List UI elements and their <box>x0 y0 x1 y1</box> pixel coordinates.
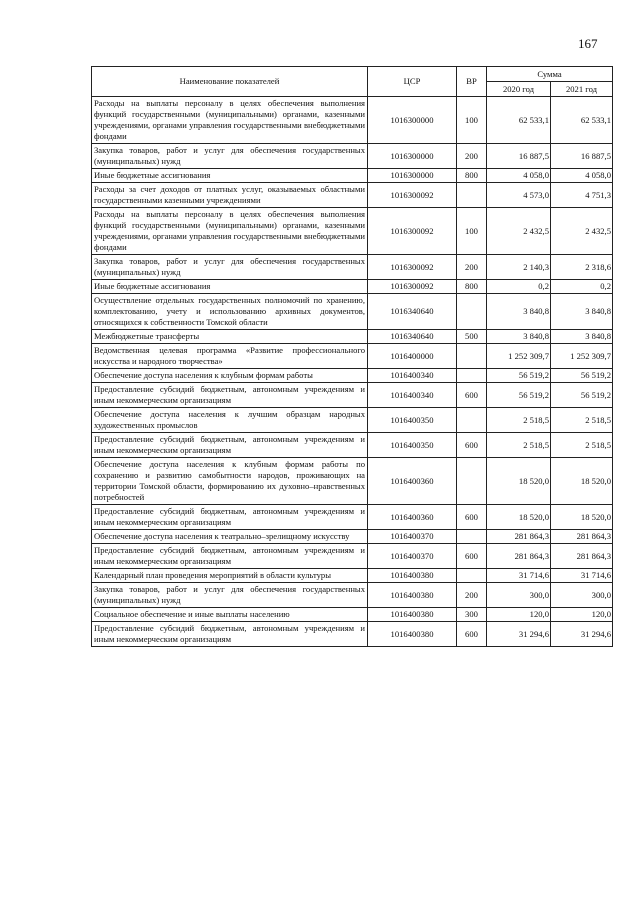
row-name: Обеспечение доступа населения к клубным формам работы <box>92 369 368 383</box>
row-csr: 1016300092 <box>368 208 457 255</box>
row-2020: 4 573,0 <box>487 183 551 208</box>
row-2020: 56 519,2 <box>487 383 551 408</box>
row-2020: 2 518,5 <box>487 433 551 458</box>
row-vr: 100 <box>457 208 487 255</box>
row-2020: 18 520,0 <box>487 458 551 505</box>
row-csr: 1016300000 <box>368 97 457 144</box>
row-csr: 1016400360 <box>368 458 457 505</box>
row-vr: 600 <box>457 622 487 647</box>
row-vr: 200 <box>457 255 487 280</box>
row-name: Предоставление субсидий бюджетным, автономным учреждениям и иным некоммерческим организациям <box>92 622 368 647</box>
row-2020: 62 533,1 <box>487 97 551 144</box>
row-csr: 1016300092 <box>368 183 457 208</box>
page-number: 167 <box>578 36 598 51</box>
row-vr: 800 <box>457 280 487 294</box>
row-vr: 200 <box>457 144 487 169</box>
row-csr: 1016300092 <box>368 280 457 294</box>
header-vr: ВР <box>457 67 487 97</box>
row-name: Межбюджетные трансферты <box>92 330 368 344</box>
row-2021: 2 518,5 <box>551 433 613 458</box>
row-name: Предоставление субсидий бюджетным, автономным учреждениям и иным некоммерческим организациям <box>92 544 368 569</box>
row-vr: 600 <box>457 383 487 408</box>
row-csr: 1016400370 <box>368 530 457 544</box>
row-name: Предоставление субсидий бюджетным, автономным учреждениям и иным некоммерческим организациям <box>92 505 368 530</box>
row-2020: 4 058,0 <box>487 169 551 183</box>
table-row <box>92 544 613 569</box>
table-row <box>92 583 613 608</box>
row-name: Обеспечение доступа населения к театрально–зрелищному искусству <box>92 530 368 544</box>
row-csr: 1016300000 <box>368 169 457 183</box>
row-name: Предоставление субсидий бюджетным, автономным учреждениям и иным некоммерческим организациям <box>92 383 368 408</box>
row-2020: 18 520,0 <box>487 505 551 530</box>
row-vr: 200 <box>457 583 487 608</box>
row-name: Закупка товаров, работ и услуг для обеспечения государственных (муниципальных) нужд <box>92 583 368 608</box>
row-csr: 1016400370 <box>368 544 457 569</box>
row-vr <box>457 458 487 505</box>
table-row <box>92 458 613 505</box>
row-name: Расходы на выплаты персоналу в целях обеспечения выполнения функций государственными (муниципальными) органами, казенными учреждениями, органами управления государственными внебюджетными фондами <box>92 97 368 144</box>
row-2020: 281 864,3 <box>487 530 551 544</box>
row-name: Календарный план проведения мероприятий в области культуры <box>92 569 368 583</box>
row-2021: 18 520,0 <box>551 458 613 505</box>
row-name: Обеспечение доступа населения к клубным формам работы по сохранению и развитию самобытности народов, проживающих на территории Томской области, формированию их духовно–нравственных потребностей <box>92 458 368 505</box>
row-2021: 3 840,8 <box>551 294 613 330</box>
row-name: Расходы на выплаты персоналу в целях обеспечения выполнения функций государственными (муниципальными) органами, казенными учреждениями, органами управления государственными внебюджетными фондами <box>92 208 368 255</box>
row-vr: 600 <box>457 544 487 569</box>
table-row <box>92 383 613 408</box>
row-2021: 4 751,3 <box>551 183 613 208</box>
row-name: Осуществление отдельных государственных полномочий по хранению, комплектованию, учету и использованию архивных документов, относящихся к собственности Томской области <box>92 294 368 330</box>
row-name: Иные бюджетные ассигнования <box>92 169 368 183</box>
row-csr: 1016300092 <box>368 255 457 280</box>
row-2021: 120,0 <box>551 608 613 622</box>
row-csr: 1016400380 <box>368 583 457 608</box>
row-2020: 16 887,5 <box>487 144 551 169</box>
row-csr: 1016400380 <box>368 608 457 622</box>
row-2021: 2 518,5 <box>551 408 613 433</box>
table-body <box>92 97 613 647</box>
table-row <box>92 433 613 458</box>
row-2021: 16 887,5 <box>551 144 613 169</box>
row-2020: 56 519,2 <box>487 369 551 383</box>
table-row <box>92 622 613 647</box>
table-row <box>92 144 613 169</box>
row-2020: 31 714,6 <box>487 569 551 583</box>
row-2021: 18 520,0 <box>551 505 613 530</box>
row-2020: 120,0 <box>487 608 551 622</box>
row-2020: 2 432,5 <box>487 208 551 255</box>
row-2020: 1 252 309,7 <box>487 344 551 369</box>
table-row <box>92 608 613 622</box>
row-vr <box>457 369 487 383</box>
table-row <box>92 97 613 144</box>
row-2021: 3 840,8 <box>551 330 613 344</box>
table-row <box>92 408 613 433</box>
row-vr <box>457 294 487 330</box>
row-2021: 31 294,6 <box>551 622 613 647</box>
row-csr: 1016400360 <box>368 505 457 530</box>
row-2021: 56 519,2 <box>551 369 613 383</box>
row-vr: 100 <box>457 97 487 144</box>
row-vr: 500 <box>457 330 487 344</box>
row-2020: 281 864,3 <box>487 544 551 569</box>
row-2021: 300,0 <box>551 583 613 608</box>
header-sum: Сумма <box>487 67 613 82</box>
table-row <box>92 505 613 530</box>
row-2020: 31 294,6 <box>487 622 551 647</box>
table-row <box>92 280 613 294</box>
row-name: Ведомственная целевая программа «Развитие профессионального искусства и народного творчества» <box>92 344 368 369</box>
row-csr: 1016400380 <box>368 569 457 583</box>
header-2020: 2020 год <box>487 82 551 97</box>
budget-table <box>91 66 613 647</box>
row-2020: 2 518,5 <box>487 408 551 433</box>
row-name: Иные бюджетные ассигнования <box>92 280 368 294</box>
table-row <box>92 369 613 383</box>
table-row <box>92 169 613 183</box>
row-2020: 2 140,3 <box>487 255 551 280</box>
row-2021: 2 318,6 <box>551 255 613 280</box>
row-vr <box>457 569 487 583</box>
row-vr <box>457 183 487 208</box>
row-vr: 800 <box>457 169 487 183</box>
header-name: Наименование показателей <box>92 67 368 97</box>
header-2021: 2021 год <box>551 82 613 97</box>
row-csr: 1016340640 <box>368 294 457 330</box>
row-csr: 1016400350 <box>368 433 457 458</box>
row-csr: 1016400000 <box>368 344 457 369</box>
row-2021: 56 519,2 <box>551 383 613 408</box>
row-name: Закупка товаров, работ и услуг для обеспечения государственных (муниципальных) нужд <box>92 144 368 169</box>
row-csr: 1016400350 <box>368 408 457 433</box>
row-2021: 1 252 309,7 <box>551 344 613 369</box>
row-name: Расходы за счет доходов от платных услуг, оказываемых областными государственными казенными учреждениями <box>92 183 368 208</box>
row-vr <box>457 408 487 433</box>
row-2021: 281 864,3 <box>551 544 613 569</box>
row-name: Предоставление субсидий бюджетным, автономным учреждениям и иным некоммерческим организациям <box>92 433 368 458</box>
row-2021: 2 432,5 <box>551 208 613 255</box>
row-2021: 4 058,0 <box>551 169 613 183</box>
row-2020: 300,0 <box>487 583 551 608</box>
table-row <box>92 255 613 280</box>
row-vr: 600 <box>457 433 487 458</box>
table-row <box>92 183 613 208</box>
row-csr: 1016400380 <box>368 622 457 647</box>
row-vr <box>457 344 487 369</box>
row-csr: 1016340640 <box>368 330 457 344</box>
row-2020: 0,2 <box>487 280 551 294</box>
row-name: Закупка товаров, работ и услуг для обеспечения государственных (муниципальных) нужд <box>92 255 368 280</box>
table-row <box>92 569 613 583</box>
header-csr: ЦСР <box>368 67 457 97</box>
row-2021: 62 533,1 <box>551 97 613 144</box>
table-row <box>92 330 613 344</box>
row-name: Социальное обеспечение и иные выплаты населению <box>92 608 368 622</box>
table-row <box>92 294 613 330</box>
table-row <box>92 344 613 369</box>
row-2021: 0,2 <box>551 280 613 294</box>
table-row <box>92 530 613 544</box>
row-vr: 600 <box>457 505 487 530</box>
row-2020: 3 840,8 <box>487 330 551 344</box>
row-2021: 281 864,3 <box>551 530 613 544</box>
row-name: Обеспечение доступа населения к лучшим образцам народных художественных промыслов <box>92 408 368 433</box>
row-2021: 31 714,6 <box>551 569 613 583</box>
row-2020: 3 840,8 <box>487 294 551 330</box>
row-vr <box>457 530 487 544</box>
row-csr: 1016400340 <box>368 369 457 383</box>
row-vr: 300 <box>457 608 487 622</box>
table-row <box>92 208 613 255</box>
row-csr: 1016300000 <box>368 144 457 169</box>
row-csr: 1016400340 <box>368 383 457 408</box>
